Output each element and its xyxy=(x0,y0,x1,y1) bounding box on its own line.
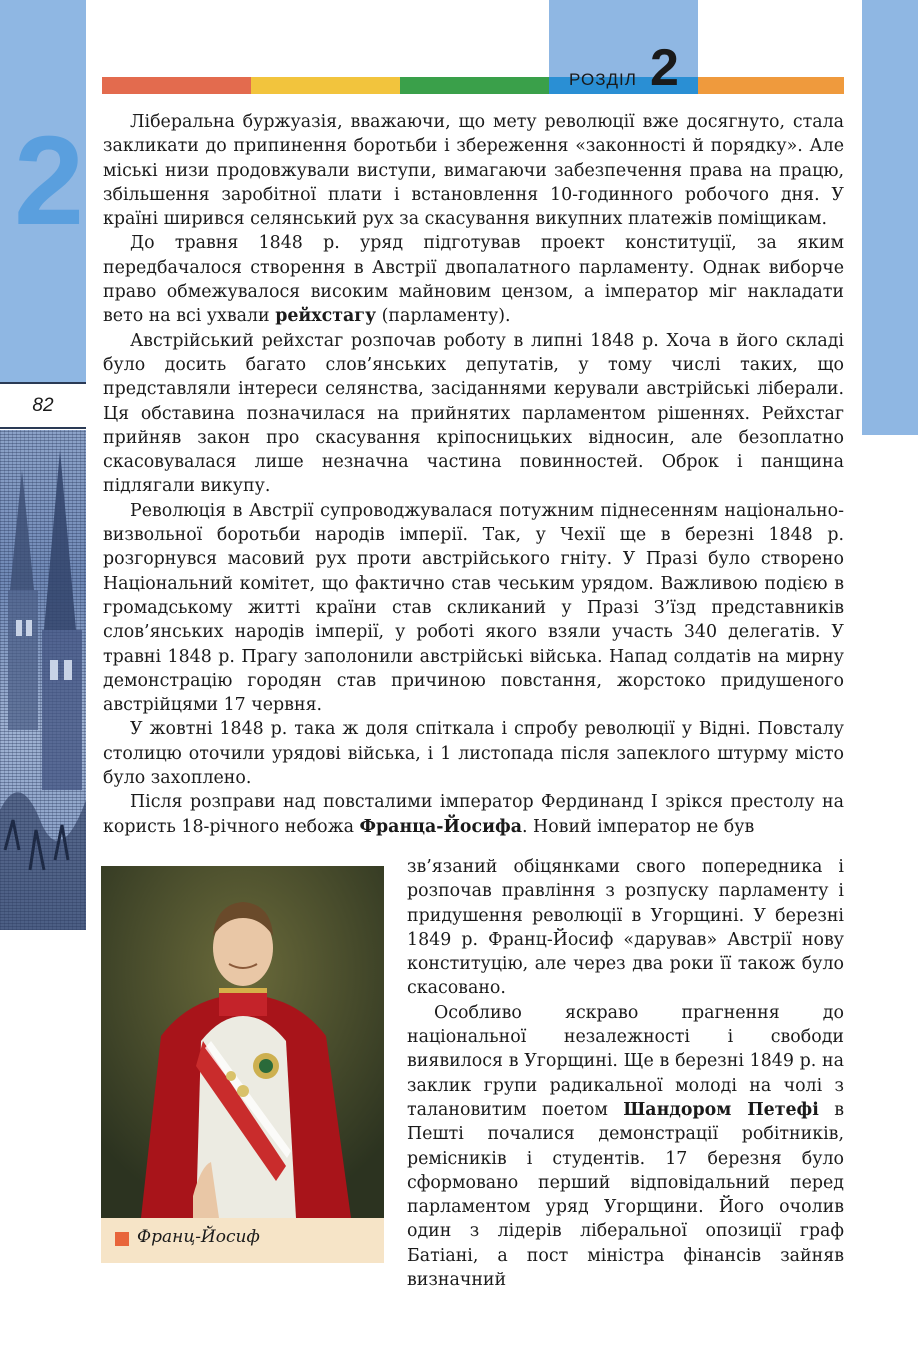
paragraph-text: зв’язаний обіцянками свого попередника і розпочав правління з розпуску парламенту і придушення революції в Угорщині. У березні 1849 р. Франц-Йосиф «дарував» Австрії нову конституцію, але через два роки її також було скасовано. xyxy=(407,857,844,999)
paragraph-2 xyxy=(103,231,844,328)
engraving-drawing xyxy=(0,430,86,930)
term-reichstag: рейхстагу xyxy=(275,306,377,327)
paragraph-1 xyxy=(103,110,844,231)
figure-caption xyxy=(101,1218,384,1263)
paragraph-7 xyxy=(407,855,844,1001)
page-number: 82 xyxy=(32,395,54,416)
main-text xyxy=(103,110,844,839)
header-stripe-red xyxy=(102,77,251,94)
paragraph-text: Після розправи над повсталими імператор Фердинанд І зрікся престолу на користь 18-річного небожа xyxy=(103,792,844,837)
paragraph-4 xyxy=(103,499,844,718)
paragraph-text: Революція в Австрії супроводжувалася потужним піднесенням національно-визвольної боротьби народів імперії. Так, у Чехії ще в березні 1848 р. розгорнувся масовий рух проти австрійського гніту. У Празі було створено Національний комітет, що фактично став чеським урядом. Важливою подією в громадському житті країни став скликаний у Празі З’їзд представників слов’янських народів імперії, у роботі якого взяли участь 340 делегатів. У травні 1848 р. Прагу заполонили австрійські війська. Напад солдатів на мирну демонстрацію городян став причиною повстання, жорстоко придушеного австрійцями 17 червня. xyxy=(103,500,844,716)
paragraph-6 xyxy=(103,790,844,839)
caption-text: Франц-Йосиф xyxy=(137,1227,260,1247)
paragraph-text: Австрійський рейхстаг розпочав роботу в липні 1848 р. Хоча в його складі було досить багато слов’янських депутатів, у тому числі таких, що представляли інтереси селянства, засіданнями керували австрійські ліберали. Ця обставина позначилася на прийнятих парламентом рішеннях. Рейхстаг прийняв закон про скасування кріпосницьких відносин, але безоплатно скасовувалася лише незначна частина повинностей. Оброк і панщина підлягали викупу. xyxy=(103,330,844,497)
paragraph-3 xyxy=(103,329,844,499)
name-petofi: Шандором Петефі xyxy=(623,1099,819,1120)
chapter-label: РОЗДІЛ xyxy=(569,70,637,89)
right-margin-band xyxy=(862,0,918,435)
paragraph-text: Особливо яскраво прагнення до національної незалежності і свободи виявилося в Угорщині. Ще в березні 1849 р. на заклик групи радикальної молоді на чолі з талановитим поетом xyxy=(407,1002,844,1120)
paragraph-text: У жовтні 1848 р. така ж доля спіткала і спробу революції у Відні. Повсталу столицю оточили урядові війська, і 1 листопада після запеклого штурму місто було захоплено. xyxy=(103,719,844,789)
paragraph-text: в Пешті почалися демонстрації робітників, ремісників і студентів. 17 березня було сформовано перший відповідальний перед парламентом уряд Угорщини. Його очолив один з лідерів ліберальної опозиції граф Батіані, а пост міністра фінансів зайняв визначний xyxy=(407,1099,844,1291)
caption-marker xyxy=(115,1232,129,1246)
paragraph-text: (парламенту). xyxy=(376,306,511,327)
page-number-rule-top xyxy=(0,382,86,384)
header-stripe-yellow xyxy=(251,77,400,94)
chapter-number: 2 xyxy=(650,39,679,97)
header-stripe-green xyxy=(400,77,549,94)
wrapped-text xyxy=(407,855,844,1292)
margin-engraving-illustration xyxy=(0,430,86,930)
paragraph-text: До травня 1848 р. уряд підготував проект конституції, за яким передбачалося створення в Австрії двопалатного парламенту. Однак виборче право обмежувалося високим майновим цензом, а імператор міг накладати вето на всі ухвали xyxy=(103,233,844,327)
paragraph-text: . Новий імператор не був xyxy=(521,816,755,837)
franz-joseph-portrait xyxy=(101,866,384,1218)
paragraph-text: Ліберальна буржуазія, вважаючи, що мету революції вже досягнуто, стала закликати до припинення боротьби і збереження «законності й порядку». Але міські низи продовжували виступи, вимагаючи забезпечення права на працю, збільшення заробітної плати і встановлення 10-годинного робочого дня. У країні ширився селянський рух за скасування викупних платежів поміщикам. xyxy=(103,112,844,230)
paragraph-5 xyxy=(103,717,844,790)
page-number-rule-bottom xyxy=(0,427,86,429)
header-stripe-orange xyxy=(698,77,844,94)
chapter-side-number: 2 xyxy=(14,110,85,251)
paragraph-8 xyxy=(407,1001,844,1293)
portrait-drawing xyxy=(101,866,384,1218)
name-franz-joseph: Франца-Йосифа xyxy=(359,816,522,837)
